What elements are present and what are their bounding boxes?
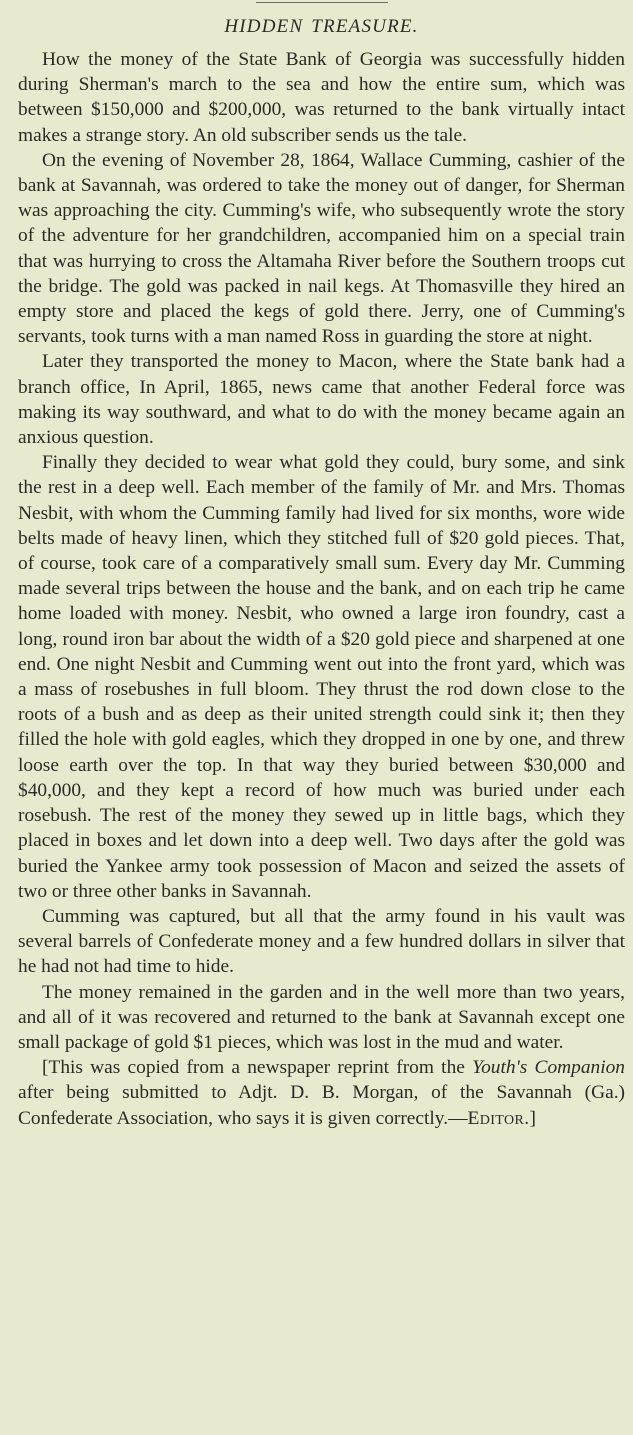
editor-note [18,1055,625,1131]
article-body [18,47,625,1131]
editor-note-close-bracket: ] [529,1107,536,1129]
article-title: HIDDEN TREASURE. [224,16,419,37]
editor-note-text-1: This was copied from a newspaper reprint from the [48,1057,473,1079]
paragraph-4: Finally they decided to wear what gold they could, bury some, and sink the rest in a deep well. Each member of the family of Mr. and Mrs. Thomas Nesbit, with whom the Cumming family had lived for six months, wore wide belts made of heavy linen, which they stitched full of $20 gold pieces. That, of course, took care of a comparatively small sum. Every day Mr. Cumming made several trips between the house and the bank, and on each trip he came home loaded with money. Nesbit, who owned a large iron foundry, cast a long, round iron bar about the width of a $20 gold piece and sharpened at one end. One night Nesbit and Cumming went out into the front yard, which was a mass of rosebushes in full bloom. They thrust the rod down close to the roots of a bush and as deep as their united strength could sink it; then they filled the hole with gold eagles, which they dropped in one by one, and threw loose earth over the top. In that way they buried between $30,000 and $40,000, and they kept a record of how much was buried under each rosebush. The rest of the money they sewed up in little bags, which they placed in boxes and let down into a deep well. Two days after the gold was buried the Yankee army took possession of Macon and seized the assets of two or three other banks in Savannah. [18,452,625,902]
top-divider-rule [256,2,388,3]
paragraph-5: Cumming was captured, but all that the army found in his vault was several barrels of Confederate money and a few hundred dollars in silver that he had not had time to hide. [18,905,625,978]
paragraph-1: How the money of the State Bank of Georgia was successfully hidden during Sherman's march to the sea and how the entire sum, which was between $150,000 and $200,000, was returned to the bank virtually intact makes a strange story. An old subscriber sends us the tale. [18,49,625,146]
paragraph-6: The money remained in the garden and in the well more than two years, and all of it was recovered and returned to the bank at Savannah except one small package of gold $1 pieces, which was lost in the mud and water. [18,981,625,1053]
editor-note-text-2: after being submitted to Adjt. D. B. Morgan, of the Savannah (Ga.) Confederate Association, who says it is given correctly.— [18,1082,625,1129]
editor-signature: Editor. [467,1107,530,1129]
editor-note-publication: Youth's Companion [472,1057,626,1079]
paragraph-2: On the evening of November 28, 1864, Wallace Cumming, cashier of the bank at Savannah, was ordered to take the money out of danger, for Sherman was approaching the city. Cumming's wife, who subsequently wrote the story of the adventure for her grandchildren, accompanied him on a special train that was hurrying to cross the Altamaha River before the Southern troops cut the bridge. The gold was packed in nail kegs. At Thomasville they hired an empty store and placed the kegs of gold there. Jerry, one of Cumming's servants, took turns with a man named Ross in guarding the store at night. [18,149,625,348]
paragraph-3: Later they transported the money to Macon, where the State bank had a branch office, In April, 1865, news came that another Federal force was making its way southward, and what to do with the money became again an anxious question. [18,351,625,449]
editor-note-open-bracket: [ [42,1057,49,1079]
